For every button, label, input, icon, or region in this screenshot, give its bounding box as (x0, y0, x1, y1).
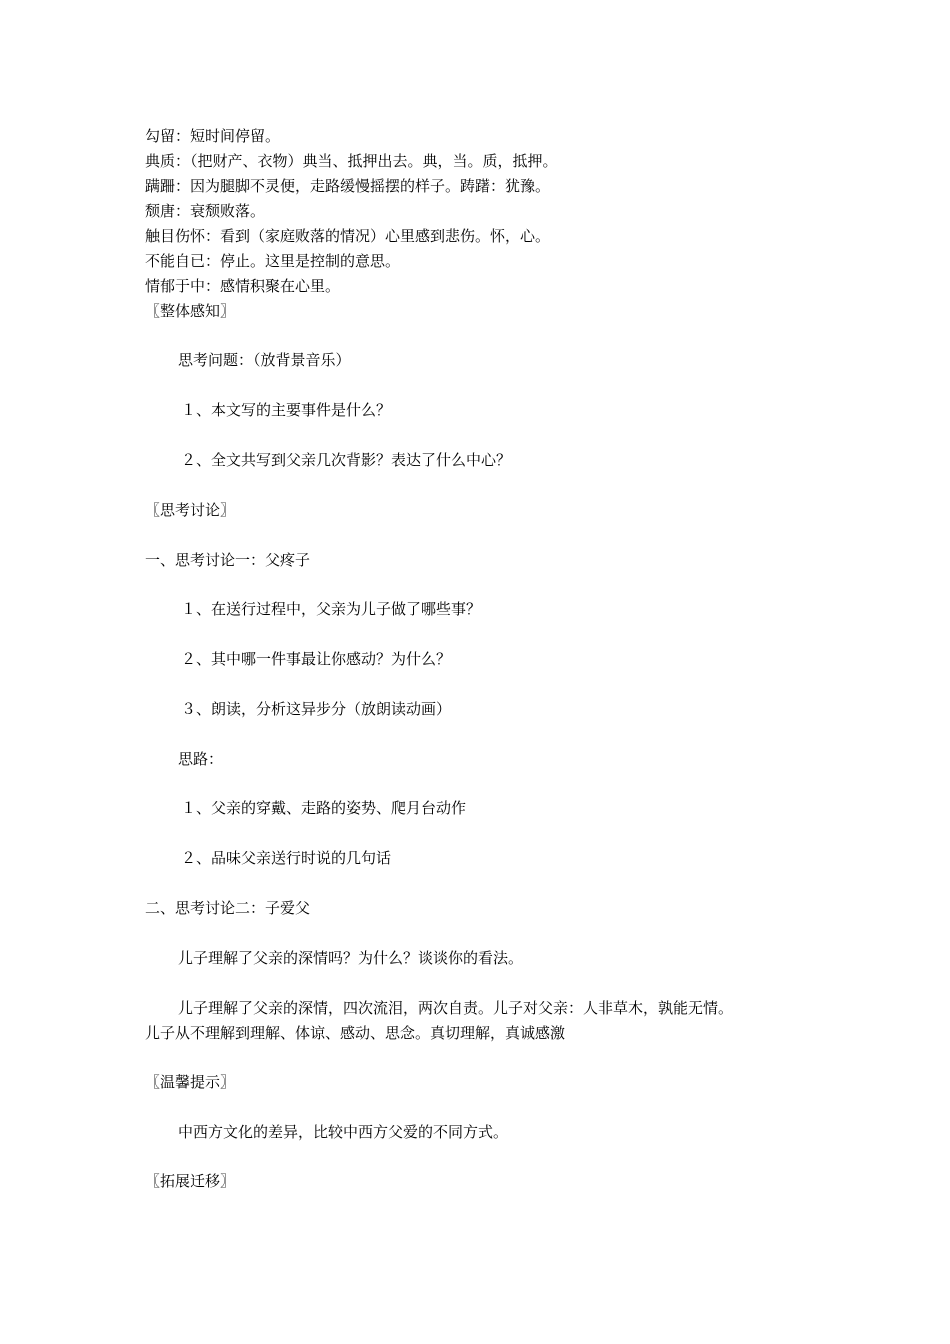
discussion-part2-title: 二、思考讨论二：子爱父 (145, 899, 311, 917)
discussion-part2-answer: 儿子从不理解到理解、体谅、感动、思念。真切理解，真诚感激 (145, 1024, 566, 1042)
approach-label: 思路： (178, 750, 224, 768)
approach-item: ２、品味父亲送行时说的几句话 (181, 849, 392, 867)
glossary-entry: 勾留：短时间停留。 (145, 127, 281, 145)
section-heading-tips: 〖温馨提示〗 (145, 1073, 236, 1091)
section-heading-overall: 〖整体感知〗 (145, 302, 236, 320)
overall-question: １、本文写的主要事件是什么？ (181, 401, 392, 419)
glossary-entry: 蹒跚：因为腿脚不灵便，走路缓慢摇摆的样子。踌躇：犹豫。 (145, 177, 551, 195)
discussion-part1-title: 一、思考讨论一：父疼子 (145, 551, 311, 569)
discussion-question: ３、朗读，分析这异步分（放朗读动画） (181, 700, 452, 718)
discussion-question: ２、其中哪一件事最让你感动？为什么？ (181, 650, 452, 668)
glossary-entry: 不能自已：停止。这里是控制的意思。 (145, 252, 401, 270)
approach-item: １、父亲的穿戴、走路的姿势、爬月台动作 (181, 799, 467, 817)
glossary-entry: 颓唐：衰颓败落。 (145, 202, 266, 220)
section-heading-discussion: 〖思考讨论〗 (145, 501, 236, 519)
tips-text: 中西方文化的差异，比较中西方父爱的不同方式。 (178, 1123, 509, 1141)
glossary-entry: 典质：（把财产、衣物）典当、抵押出去。典，当。质，抵押。 (145, 152, 558, 170)
discussion-question: １、在送行过程中，父亲为儿子做了哪些事？ (181, 600, 482, 618)
discussion-part2-answer: 儿子理解了父亲的深情，四次流泪，两次自责。儿子对父亲：人非草木，孰能无情。 (178, 999, 734, 1017)
glossary-entry: 情郁于中：感情积聚在心里。 (145, 277, 341, 295)
section-heading-extension: 〖拓展迁移〗 (145, 1172, 236, 1190)
overall-question: ２、全文共写到父亲几次背影？表达了什么中心？ (181, 451, 512, 469)
glossary-entry: 触目伤怀：看到（家庭败落的情况）心里感到悲伤。怀，心。 (145, 227, 551, 245)
overall-prompt: 思考问题：（放背景音乐） (178, 351, 351, 369)
discussion-part2-question: 儿子理解了父亲的深情吗？为什么？谈谈你的看法。 (178, 949, 524, 967)
